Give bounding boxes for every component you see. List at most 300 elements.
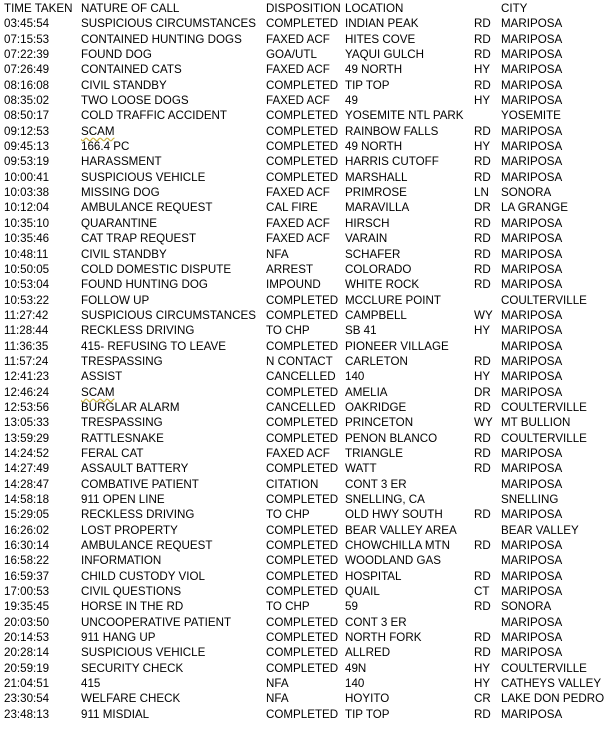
location-cell: 49 NORTH (345, 63, 403, 77)
city-cell: MARIPOSA (501, 216, 563, 230)
time-cell: 16:59:37 (4, 569, 50, 583)
header-row (0, 1, 614, 16)
disposition-cell: FAXED ACF (266, 186, 330, 200)
table-row (0, 231, 614, 246)
table-row (0, 385, 614, 400)
nature-of-call-cell: HORSE IN THE RD (81, 600, 184, 614)
location-cell: AMELIA (345, 385, 388, 399)
city-cell: MARIPOSA (501, 554, 563, 568)
city-cell: MARIPOSA (501, 124, 563, 138)
nature-of-call-cell: HARASSMENT (81, 155, 162, 169)
location-cell: HITES COVE (345, 32, 416, 46)
location-cell: YAQUI GULCH (345, 48, 425, 62)
table-row (0, 507, 614, 522)
location-cell: MCCLURE POINT (345, 293, 441, 307)
nature-of-call-cell: CONTAINED CATS (81, 63, 182, 77)
time-cell: 14:28:47 (4, 477, 50, 491)
city-cell: MARIPOSA (501, 17, 563, 31)
table-row (0, 216, 614, 231)
time-cell: 07:22:39 (4, 48, 50, 62)
location-cell: 140 (345, 370, 365, 384)
location-cell: 59 (345, 600, 358, 614)
table-row (0, 139, 614, 154)
nature-of-call-cell: SUSPICIOUS VEHICLE (81, 170, 206, 184)
location-cell: 49 NORTH (345, 140, 403, 154)
nature-of-call-cell: WELFARE CHECK (81, 692, 181, 706)
location-cell: TRIANGLE (345, 446, 403, 460)
location-cell: PRIMROSE (345, 186, 407, 200)
table-row (0, 630, 614, 645)
time-cell: 20:28:14 (4, 646, 50, 660)
table-row (0, 707, 614, 722)
location-cell: SCHAFER (345, 247, 401, 261)
table-row (0, 339, 614, 354)
table-row (0, 154, 614, 169)
nature-of-call-cell: SCAM (81, 385, 115, 399)
street-suffix-cell: RD (474, 600, 491, 614)
street-suffix-cell: RD (474, 232, 491, 246)
time-cell: 10:35:10 (4, 216, 50, 230)
street-suffix-cell: RD (474, 569, 491, 583)
table-row (0, 615, 614, 630)
nature-of-call-cell: 911 OPEN LINE (81, 493, 165, 506)
time-cell: 03:45:54 (4, 17, 50, 31)
time-cell: 08:50:17 (4, 109, 50, 123)
location-cell: 140 (345, 677, 365, 691)
street-suffix-cell: HY (474, 324, 491, 338)
disposition-cell: FAXED ACF (266, 216, 330, 230)
table-row (0, 170, 614, 185)
disposition-cell: FAXED ACF (266, 94, 330, 108)
header-city: CITY (501, 2, 528, 15)
city-cell: MARIPOSA (501, 539, 563, 553)
nature-of-call-cell: CIVIL STANDBY (81, 78, 167, 92)
table-row (0, 277, 614, 292)
city-cell: MARIPOSA (501, 339, 563, 353)
disposition-cell: TO CHP (266, 600, 310, 614)
disposition-cell: FAXED ACF (266, 232, 330, 246)
time-cell: 14:58:18 (4, 493, 50, 506)
nature-of-call-cell: CHILD CUSTODY VIOL (81, 569, 205, 583)
street-suffix-cell: RD (474, 155, 491, 169)
disposition-cell: FAXED ACF (266, 32, 330, 46)
location-cell: RAINBOW FALLS (345, 124, 439, 138)
city-cell: MARIPOSA (501, 262, 563, 276)
location-cell: CHOWCHILLA MTN (345, 539, 450, 553)
street-suffix-cell: DR (474, 385, 491, 399)
nature-of-call-cell: FOLLOW UP (81, 293, 150, 307)
time-cell: 13:59:29 (4, 431, 50, 445)
time-cell: 09:53:19 (4, 155, 50, 169)
time-cell: 20:14:53 (4, 631, 50, 645)
disposition-cell: COMPLETED (266, 615, 339, 629)
location-cell: HOYITO (345, 692, 390, 706)
table-row (0, 569, 614, 584)
disposition-cell: COMPLETED (266, 308, 339, 322)
time-cell: 21:04:51 (4, 677, 50, 691)
disposition-cell: TO CHP (266, 324, 310, 338)
nature-of-call-cell: MISSING DOG (81, 186, 160, 200)
location-cell: WATT (345, 462, 377, 476)
city-cell: MT BULLION (501, 416, 571, 430)
street-suffix-cell: RD (474, 446, 491, 460)
disposition-cell: COMPLETED (266, 585, 339, 599)
disposition-cell: NFA (266, 247, 289, 261)
table-row (0, 247, 614, 262)
nature-of-call-cell: CIVIL STANDBY (81, 247, 167, 261)
disposition-cell: FAXED ACF (266, 446, 330, 460)
table-row (0, 354, 614, 369)
time-cell: 11:57:24 (4, 354, 49, 368)
city-cell: MARIPOSA (501, 48, 563, 62)
time-cell: 11:28:44 (4, 324, 49, 338)
disposition-cell: IMPOUND (266, 278, 321, 292)
disposition-cell: COMPLETED (266, 462, 339, 476)
time-cell: 10:00:41 (4, 170, 50, 184)
street-suffix-cell: RD (474, 431, 491, 445)
city-cell: MARIPOSA (501, 569, 563, 583)
nature-of-call-cell: SUSPICIOUS VEHICLE (81, 646, 206, 660)
street-suffix-cell: LN (474, 186, 489, 200)
location-cell: ALLRED (345, 646, 391, 660)
location-cell: TIP TOP (345, 78, 390, 92)
disposition-cell: TO CHP (266, 508, 310, 522)
disposition-cell: COMPLETED (266, 109, 339, 123)
nature-of-call-cell: SUSPICIOUS CIRCUMSTANCES (81, 308, 256, 322)
disposition-cell: NFA (266, 677, 289, 691)
city-cell: MARIPOSA (501, 140, 563, 154)
table-row (0, 676, 614, 691)
location-cell: QUAIL (345, 585, 380, 599)
street-suffix-cell: RD (474, 631, 491, 645)
time-cell: 12:41:23 (4, 370, 50, 384)
city-cell: MARIPOSA (501, 308, 563, 322)
city-cell: MARIPOSA (501, 170, 563, 184)
location-cell: BEAR VALLEY AREA (345, 523, 457, 537)
city-cell: SONORA (501, 600, 552, 614)
time-cell: 13:05:33 (4, 416, 50, 430)
nature-of-call-cell: SUSPICIOUS CIRCUMSTANCES (81, 17, 256, 31)
disposition-cell: NFA (266, 692, 289, 706)
disposition-cell: COMPLETED (266, 554, 339, 568)
city-cell: MARIPOSA (501, 32, 563, 46)
disposition-cell: COMPLETED (266, 17, 339, 31)
street-suffix-cell: RD (474, 17, 491, 31)
street-suffix-cell: RD (474, 247, 491, 261)
nature-of-call-cell: ASSIST (81, 370, 123, 384)
disposition-cell: COMPLETED (266, 416, 339, 430)
street-suffix-cell: HY (474, 661, 491, 675)
disposition-cell: CANCELLED (266, 400, 336, 414)
street-suffix-cell: WY (474, 308, 493, 322)
location-cell: TIP TOP (345, 707, 390, 721)
location-cell: MARAVILLA (345, 201, 410, 215)
city-cell: MARIPOSA (501, 462, 563, 476)
street-suffix-cell: RD (474, 354, 491, 368)
city-cell: MARIPOSA (501, 385, 563, 399)
city-cell: MARIPOSA (501, 354, 563, 368)
disposition-cell: COMPLETED (266, 431, 339, 445)
city-cell: MARIPOSA (501, 247, 563, 261)
table-row (0, 308, 614, 323)
nature-of-call-cell: CIVIL QUESTIONS (81, 585, 182, 599)
time-cell: 12:53:56 (4, 400, 50, 414)
street-suffix-cell: WY (474, 416, 493, 430)
time-cell: 14:24:52 (4, 446, 50, 460)
disposition-cell: CANCELLED (266, 370, 336, 384)
time-cell: 10:50:05 (4, 262, 50, 276)
table-row (0, 369, 614, 384)
location-cell: INDIAN PEAK (345, 17, 419, 31)
table-row (0, 415, 614, 430)
nature-of-call-cell: TRESPASSING (81, 416, 163, 430)
city-cell: MARIPOSA (501, 707, 563, 721)
disposition-cell: COMPLETED (266, 646, 339, 660)
street-suffix-cell: HY (474, 370, 491, 384)
table-row (0, 553, 614, 568)
disposition-cell: COMPLETED (266, 78, 339, 92)
time-cell: 20:59:19 (4, 661, 50, 675)
city-cell: YOSEMITE (501, 109, 561, 123)
street-suffix-cell: RD (474, 78, 491, 92)
disposition-cell: COMPLETED (266, 293, 339, 307)
nature-of-call-cell: CAT TRAP REQUEST (81, 232, 197, 246)
street-suffix-cell: HY (474, 140, 491, 154)
city-cell: LA GRANGE (501, 201, 569, 215)
table-row (0, 185, 614, 200)
table-row (0, 62, 614, 77)
time-cell: 09:12:53 (4, 124, 50, 138)
disposition-cell: ARREST (266, 262, 314, 276)
time-cell: 19:35:45 (4, 600, 50, 614)
nature-of-call-cell: COLD TRAFFIC ACCIDENT (81, 109, 228, 123)
street-suffix-cell: CR (474, 692, 491, 706)
table-row (0, 78, 614, 93)
header-disposition: DISPOSITION (266, 2, 341, 15)
table-row (0, 523, 614, 538)
table-row (0, 492, 614, 507)
location-cell: PIONEER VILLAGE (345, 339, 449, 353)
time-cell: 10:12:04 (4, 201, 50, 215)
street-suffix-cell: RD (474, 707, 491, 721)
nature-of-call-cell: 911 HANG UP (81, 631, 156, 645)
city-cell: COULTERVILLE (501, 661, 587, 675)
location-cell: PENON BLANCO (345, 431, 438, 445)
city-cell: MARIPOSA (501, 585, 563, 599)
disposition-cell: GOA/UTL (266, 48, 317, 62)
location-cell: CAMPBELL (345, 308, 407, 322)
nature-of-call-cell: 166.4 PC (81, 140, 130, 154)
city-cell: CATHEYS VALLEY (501, 677, 602, 691)
location-cell: VARAIN (345, 232, 388, 246)
disposition-cell: CITATION (266, 477, 319, 491)
nature-of-call-cell: AMBULANCE REQUEST (81, 539, 213, 553)
location-cell: 49 (345, 94, 358, 108)
location-cell: OLD HWY SOUTH (345, 508, 443, 522)
time-cell: 16:26:02 (4, 523, 50, 537)
disposition-cell: COMPLETED (266, 140, 339, 154)
table-row (0, 93, 614, 108)
time-cell: 09:45:13 (4, 140, 50, 154)
nature-of-call-cell: RATTLESNAKE (81, 431, 164, 445)
time-cell: 10:35:46 (4, 232, 50, 246)
disposition-cell: COMPLETED (266, 124, 339, 138)
table-row (0, 461, 614, 476)
location-cell: SB 41 (345, 324, 377, 338)
city-cell: COULTERVILLE (501, 400, 587, 414)
street-suffix-cell: RD (474, 170, 491, 184)
city-cell: BEAR VALLEY (501, 523, 579, 537)
disposition-cell: COMPLETED (266, 523, 339, 537)
table-row (0, 262, 614, 277)
disposition-cell: COMPLETED (266, 539, 339, 553)
location-cell: PRINCETON (345, 416, 414, 430)
location-cell: SNELLING, CA (345, 493, 425, 506)
city-cell: MARIPOSA (501, 615, 563, 629)
time-cell: 23:30:54 (4, 692, 50, 706)
street-suffix-cell: RD (474, 48, 491, 62)
disposition-cell: COMPLETED (266, 569, 339, 583)
street-suffix-cell: HY (474, 677, 491, 691)
location-cell: COLORADO (345, 262, 412, 276)
table-row (0, 400, 614, 415)
time-cell: 23:48:13 (4, 707, 50, 721)
time-cell: 07:15:53 (4, 32, 50, 46)
table-row (0, 47, 614, 62)
street-suffix-cell: RD (474, 278, 491, 292)
city-cell: MARIPOSA (501, 477, 563, 491)
nature-of-call-cell: TWO LOOSE DOGS (81, 94, 189, 108)
nature-of-call-cell: RECKLESS DRIVING (81, 324, 195, 338)
table-row (0, 32, 614, 47)
time-cell: 16:58:22 (4, 554, 50, 568)
disposition-cell: COMPLETED (266, 155, 339, 169)
nature-of-call-cell: TRESPASSING (81, 354, 163, 368)
table-row (0, 661, 614, 676)
time-cell: 14:27:49 (4, 462, 50, 476)
nature-of-call-cell: INFORMATION (81, 554, 162, 568)
time-cell: 10:53:22 (4, 293, 50, 307)
table-row (0, 200, 614, 215)
nature-of-call-cell: RECKLESS DRIVING (81, 508, 195, 522)
street-suffix-cell: RD (474, 400, 491, 414)
city-cell: COULTERVILLE (501, 293, 587, 307)
time-cell: 07:26:49 (4, 63, 50, 77)
disposition-cell: COMPLETED (266, 385, 339, 399)
city-cell: SONORA (501, 186, 552, 200)
table-row (0, 323, 614, 338)
street-suffix-cell: RD (474, 216, 491, 230)
street-suffix-cell: DR (474, 201, 491, 215)
nature-of-call-cell: FERAL CAT (81, 446, 144, 460)
location-cell: HIRSCH (345, 216, 390, 230)
city-cell: MARIPOSA (501, 370, 563, 384)
city-cell: MARIPOSA (501, 63, 563, 77)
nature-of-call-cell: BURGLAR ALARM (81, 400, 180, 414)
location-cell: 49N (345, 661, 367, 675)
table-row (0, 293, 614, 308)
nature-of-call-cell: 911 MISDIAL (81, 707, 150, 721)
location-cell: WHITE ROCK (345, 278, 420, 292)
table-row (0, 477, 614, 492)
table-row (0, 446, 614, 461)
time-cell: 08:35:02 (4, 94, 50, 108)
table-row (0, 108, 614, 123)
table-row (0, 691, 614, 706)
nature-of-call-cell: SECURITY CHECK (81, 661, 184, 675)
street-suffix-cell: HY (474, 94, 491, 108)
table-row (0, 16, 614, 31)
location-cell: HOSPITAL (345, 569, 402, 583)
street-suffix-cell: RD (474, 124, 491, 138)
disposition-cell: COMPLETED (266, 493, 339, 506)
city-cell: MARIPOSA (501, 631, 563, 645)
street-suffix-cell: CT (474, 585, 490, 599)
street-suffix-cell: RD (474, 262, 491, 276)
time-cell: 11:36:35 (4, 339, 49, 353)
time-cell: 16:30:14 (4, 539, 50, 553)
time-cell: 11:27:42 (4, 308, 49, 322)
table-row (0, 431, 614, 446)
nature-of-call-cell: 415 (81, 677, 101, 691)
location-cell: WOODLAND GAS (345, 554, 441, 568)
nature-of-call-cell: FOUND DOG (81, 48, 152, 62)
table-row (0, 538, 614, 553)
disposition-cell: COMPLETED (266, 631, 339, 645)
table-row (0, 645, 614, 660)
location-cell: CONT 3 ER (345, 615, 407, 629)
table-row (0, 584, 614, 599)
city-cell: MARIPOSA (501, 155, 563, 169)
street-suffix-cell: RD (474, 539, 491, 553)
nature-of-call-cell: AMBULANCE REQUEST (81, 201, 213, 215)
city-cell: MARIPOSA (501, 446, 563, 460)
city-cell: MARIPOSA (501, 324, 563, 338)
disposition-cell: COMPLETED (266, 339, 339, 353)
disposition-cell: COMPLETED (266, 707, 339, 721)
time-cell: 10:48:11 (4, 247, 49, 261)
location-cell: MARSHALL (345, 170, 408, 184)
nature-of-call-cell: ASSAULT BATTERY (81, 462, 189, 476)
time-cell: 10:53:04 (4, 278, 50, 292)
city-cell: MARIPOSA (501, 78, 563, 92)
nature-of-call-cell: SCAM (81, 124, 115, 138)
city-cell: MARIPOSA (501, 278, 563, 292)
city-cell: LAKE DON PEDRO (501, 692, 605, 706)
city-cell: MARIPOSA (501, 646, 563, 660)
location-cell: YOSEMITE NTL PARK (345, 109, 464, 123)
header-location: LOCATION (345, 2, 404, 15)
city-cell: COULTERVILLE (501, 431, 587, 445)
disposition-cell: COMPLETED (266, 170, 339, 184)
header-time-taken: TIME TAKEN (4, 2, 73, 15)
city-cell: MARIPOSA (501, 508, 563, 522)
nature-of-call-cell: UNCOOPERATIVE PATIENT (81, 615, 232, 629)
nature-of-call-cell: CONTAINED HUNTING DOGS (81, 32, 242, 46)
table-row (0, 599, 614, 614)
location-cell: HARRIS CUTOFF (345, 155, 439, 169)
nature-of-call-cell: COLD DOMESTIC DISPUTE (81, 262, 232, 276)
street-suffix-cell: RD (474, 462, 491, 476)
street-suffix-cell: RD (474, 508, 491, 522)
nature-of-call-cell: COMBATIVE PATIENT (81, 477, 199, 491)
location-cell: CARLETON (345, 354, 408, 368)
street-suffix-cell: RD (474, 646, 491, 660)
disposition-cell: CAL FIRE (266, 201, 318, 215)
time-cell: 12:46:24 (4, 385, 50, 399)
time-cell: 08:16:08 (4, 78, 50, 92)
time-cell: 10:03:38 (4, 186, 50, 200)
